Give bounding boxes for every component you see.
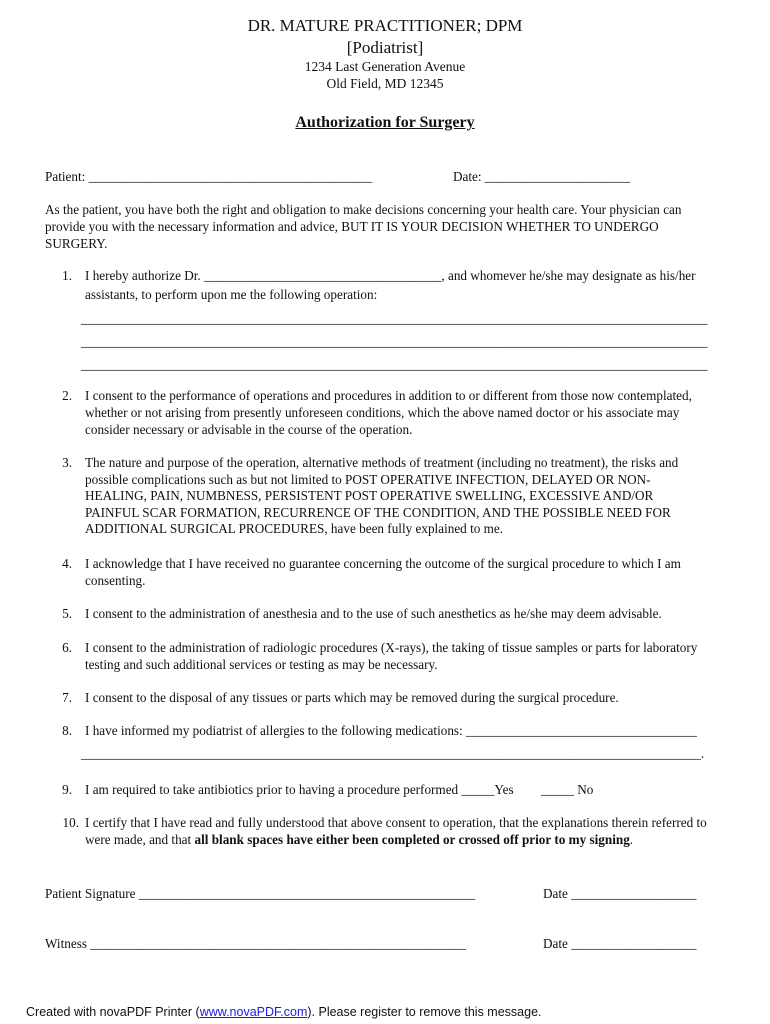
item-1-line-2: assistants, to perform upon me the following operation: xyxy=(85,287,378,302)
antibiotics-no-option[interactable]: _____ No xyxy=(541,782,594,797)
item-3-line-5: ADDITIONAL SURGICAL PROCEDURES, have been fully explained to me. xyxy=(85,521,504,536)
item-number: 7. xyxy=(62,690,72,705)
item-3-line-3: HEALING, PAIN, NUMBNESS, PERSISTENT POST OPERATIVE SWELLING, EXCESSIVE AND/OR xyxy=(85,488,654,503)
item-2-line-2: whether or not arising from presently unforeseen conditions, which the above named doctor or his associate may xyxy=(85,405,680,420)
doctor-name: DR. MATURE PRACTITIONER; DPM xyxy=(247,16,523,35)
item-number: 4. xyxy=(62,556,72,571)
item-10-bold-text: all blank spaces have either been completed or crossed off prior to my signing xyxy=(194,832,630,847)
item-4-line-2: consenting. xyxy=(85,573,146,588)
form-title: Authorization for Surgery xyxy=(295,114,475,131)
allergies-field[interactable]: I have informed my podiatrist of allergies to the following medications: ___________________________________ xyxy=(85,723,697,738)
item-6-line-1: I consent to the administration of radiologic procedures (X-rays), the taking of tissue samples or parts for laboratory xyxy=(85,640,698,655)
footer-suffix: ). Please register to remove this message. xyxy=(307,1005,542,1019)
antibiotics-yes-option[interactable]: I am required to take antibiotics prior to having a procedure performed _____Yes xyxy=(85,782,514,797)
witness-date-field[interactable]: Date ___________________ xyxy=(543,936,697,951)
novapdf-link[interactable]: www.novaPDF.com xyxy=(199,1005,308,1019)
item-7-line-1: I consent to the disposal of any tissues or parts which may be removed during the surgical procedure. xyxy=(85,690,619,705)
item-5-line-1: I consent to the administration of anesthesia and to the use of such anesthetics as he/she may deem advisable. xyxy=(85,606,662,621)
item-10-period: . xyxy=(629,832,634,847)
witness-field[interactable]: Witness _________________________________________________________ xyxy=(45,936,467,951)
item-2-line-3: consider necessary or advisable in the course of the operation. xyxy=(85,422,413,437)
item-10-line-1: I certify that I have read and fully understood that above consent to operation, that the explanations therein referred to xyxy=(85,815,707,830)
patient-date-field[interactable]: Date ___________________ xyxy=(543,886,697,901)
item-4-line-1: I acknowledge that I have received no guarantee concerning the outcome of the surgical procedure to which I am xyxy=(85,556,681,571)
patient-field[interactable]: Patient: ___________________________________________ xyxy=(45,169,373,184)
intro-line-3: SURGERY. xyxy=(45,236,108,251)
operation-blank-line[interactable]: _______________________________________________________________________________________________ xyxy=(81,334,708,349)
patient-signature-field[interactable]: Patient Signature ___________________________________________________ xyxy=(45,886,476,901)
address-line-2: Old Field, MD 12345 xyxy=(326,76,444,91)
item-2-line-1: I consent to the performance of operations and procedures in addition to or different from those now contemplated, xyxy=(85,388,692,403)
intro-line-1: As the patient, you have both the right and obligation to make decisions concerning your health care. Your physician can xyxy=(45,202,682,217)
item-1-line-1[interactable]: I hereby authorize Dr. ____________________________________, and whomever he/she may designate as his/her xyxy=(85,268,696,283)
item-number: 6. xyxy=(62,640,72,655)
intro-line-2: provide you with the necessary information and advice, BUT IT IS YOUR DECISION WHETHER TO UNDERGO xyxy=(45,219,659,234)
item-3-line-1: The nature and purpose of the operation, alternative methods of treatment (including no treatment), the risks and xyxy=(85,455,679,470)
address-line-1: 1234 Last Generation Avenue xyxy=(304,59,466,74)
date-field[interactable]: Date: ______________________ xyxy=(453,169,630,184)
item-number: 1. xyxy=(62,268,72,283)
footer-prefix: Created with novaPDF Printer ( xyxy=(26,1005,200,1019)
item-number: 8. xyxy=(62,723,72,738)
item-10-text: were made, and that xyxy=(85,832,195,847)
item-number: 3. xyxy=(62,455,72,470)
item-number: 5. xyxy=(62,606,72,621)
item-3-line-2: possible complications such as but not limited to POST OPERATIVE INFECTION, DELAYED OR NON- xyxy=(85,472,651,487)
footer-message xyxy=(26,1005,542,1019)
item-3-line-4: PAINFUL SCAR FORMATION, RECURRENCE OF THE CONDITION, AND THE POSSIBLE NEED FOR xyxy=(85,505,671,520)
item-number: 2. xyxy=(62,388,72,403)
specialty: [Podiatrist] xyxy=(346,38,424,57)
allergies-blank-line[interactable]: ______________________________________________________________________________________________. xyxy=(81,746,705,761)
item-6-line-2: testing and such additional services or testing as may be necessary. xyxy=(85,657,438,672)
item-number: 9. xyxy=(62,782,72,797)
operation-blank-line[interactable]: _______________________________________________________________________________________________ xyxy=(81,311,708,326)
item-number: 10. xyxy=(62,815,79,830)
item-10-line-2 xyxy=(85,831,633,848)
operation-blank-line[interactable]: _______________________________________________________________________________________________ xyxy=(81,357,708,372)
